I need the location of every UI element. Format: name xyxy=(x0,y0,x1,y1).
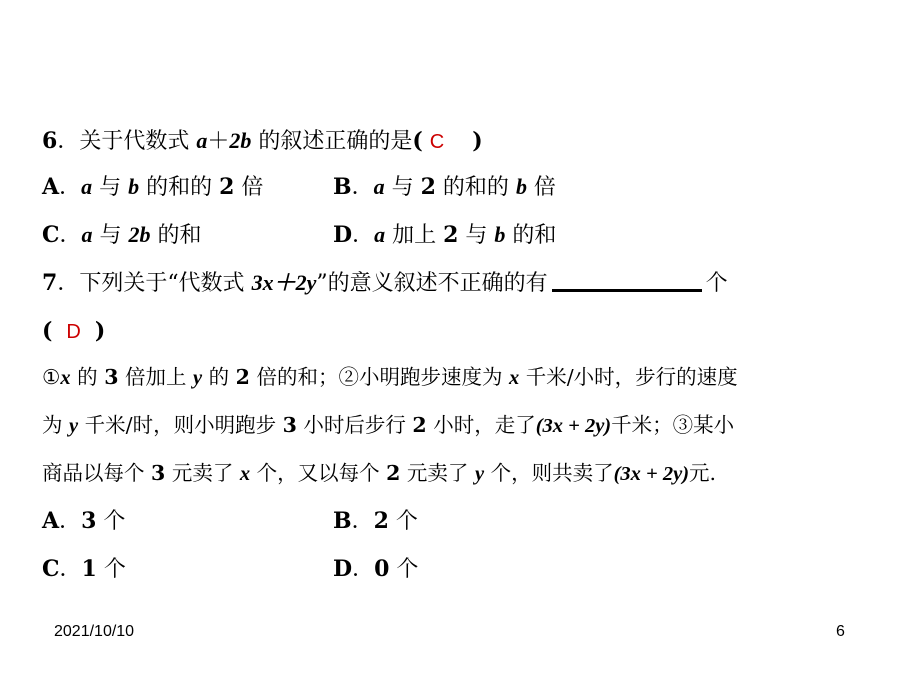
option-var: a xyxy=(81,174,93,199)
q6-option-c xyxy=(42,220,202,251)
q7-number: 7 xyxy=(42,270,58,296)
statement-text: 个，又以每个 xyxy=(250,461,387,485)
statement-text: 为 xyxy=(42,413,70,437)
statement-text: 千米/时，则小明跑步 xyxy=(78,413,283,437)
footer-date: 2021/10/10 xyxy=(54,623,135,640)
option-var: a xyxy=(81,222,93,247)
option-value: 0 xyxy=(374,556,390,582)
q7-expression: 3x＋2y xyxy=(251,270,317,295)
option-text: 倍 xyxy=(234,175,264,200)
option-value: 2 xyxy=(373,508,389,534)
option-text: 的和的 xyxy=(435,175,516,200)
statement-text: 小时，走了 xyxy=(426,413,536,437)
option-var: 2 xyxy=(420,174,436,200)
q7-statement-line-2 xyxy=(42,410,734,441)
option-sep: ． xyxy=(351,175,374,200)
statement-text: 的 xyxy=(70,365,105,389)
q7-paren-open: ( xyxy=(42,318,53,344)
option-text: 与 xyxy=(92,223,129,248)
option-sep: ． xyxy=(59,223,82,248)
q7-paren-line xyxy=(42,316,105,347)
statement-text: 元. xyxy=(689,461,717,485)
option-text: 个 xyxy=(96,509,126,534)
option-text: 与 xyxy=(384,175,421,200)
option-letter: A xyxy=(42,508,60,534)
q7-option-a xyxy=(42,506,125,537)
option-text: 的和 xyxy=(150,223,202,248)
q6-var-a: a xyxy=(196,128,208,153)
option-sep: ． xyxy=(351,509,374,534)
statement-text: 千米； xyxy=(611,413,673,437)
statement-text: 元卖了 xyxy=(165,461,240,485)
q6-stem-text-2: 的叙述正确的是 xyxy=(251,129,413,154)
statement-var: x xyxy=(239,463,251,485)
q7-option-b xyxy=(333,506,418,537)
statement-number: 2 xyxy=(412,413,427,437)
option-text: 加上 xyxy=(385,223,444,248)
q7-option-d xyxy=(333,554,418,585)
option-sep: ． xyxy=(352,223,375,248)
option-text: 倍 xyxy=(526,175,556,200)
option-text: 的和 xyxy=(505,223,557,248)
q7-stem xyxy=(42,268,728,299)
statement-text: 元卖了 xyxy=(400,461,475,485)
statement-var: y xyxy=(193,367,203,389)
q6-paren-close: ) xyxy=(472,128,483,154)
option-letter: B xyxy=(333,174,352,200)
statement-number: 3 xyxy=(104,365,119,389)
page-number: 6 xyxy=(836,623,845,640)
option-text: 个 xyxy=(389,557,419,582)
statement-number: 2 xyxy=(235,365,250,389)
option-value: 3 xyxy=(81,508,97,534)
statement-text: 千米/小时，步行的速度 xyxy=(519,365,738,389)
q7-answer-blank[interactable] xyxy=(552,269,702,292)
option-sep: ． xyxy=(59,557,82,582)
statement-text: 小时后步行 xyxy=(296,413,413,437)
statement-2-marker: ② xyxy=(338,365,359,389)
option-var: b xyxy=(128,174,140,199)
q6-number: 6 xyxy=(42,128,58,154)
q7-answer: D xyxy=(66,321,81,343)
option-var: 2 xyxy=(443,222,459,248)
q6-paren-open: ( xyxy=(412,128,423,154)
q6-answer: C xyxy=(429,131,445,153)
option-var: 2 xyxy=(219,174,235,200)
q6-option-b xyxy=(333,172,556,203)
statement-3-marker: ③ xyxy=(672,413,694,437)
statement-text: 小明跑步速度为 xyxy=(358,365,509,389)
q6-option-a xyxy=(42,172,263,203)
option-var: b xyxy=(515,174,527,199)
option-letter: D xyxy=(333,222,353,248)
option-text: 个 xyxy=(388,509,418,534)
statement-number: 3 xyxy=(282,413,297,437)
q7-paren-close: ) xyxy=(94,318,106,344)
q7-stem-text-3: 个 xyxy=(705,271,728,296)
option-letter: A xyxy=(42,174,60,200)
statement-text: 商品以每个 xyxy=(42,461,152,485)
option-sep: ． xyxy=(59,509,82,534)
statement-text: 的 xyxy=(202,365,236,389)
option-var: a xyxy=(374,222,386,247)
statement-number: 2 xyxy=(386,461,401,485)
statement-var: x xyxy=(508,367,520,389)
option-letter: D xyxy=(333,556,353,582)
option-var: 2b xyxy=(128,222,151,247)
statement-text: 倍加上 xyxy=(118,365,193,389)
statement-text: 倍的和； xyxy=(249,365,339,389)
option-text: 个 xyxy=(96,557,126,582)
q6-stem-text: ．关于代数式 xyxy=(57,129,197,154)
option-letter: C xyxy=(42,222,60,248)
option-text: 的和的 xyxy=(139,175,220,200)
option-sep: ． xyxy=(352,557,375,582)
statement-var: y xyxy=(474,463,485,485)
q6-term-2b: 2b xyxy=(229,128,252,153)
option-value: 1 xyxy=(81,556,97,582)
option-letter: C xyxy=(42,556,60,582)
q6-plus: ＋ xyxy=(207,129,230,154)
statement-text: 个，则共卖了 xyxy=(484,461,614,485)
option-var: a xyxy=(373,174,385,199)
statement-text: 某小 xyxy=(693,413,735,437)
option-text: 与 xyxy=(92,175,129,200)
statement-expression: (3x + 2y) xyxy=(535,415,612,437)
q7-stem-text-2: ”的意义叙述不正确的有 xyxy=(316,271,548,296)
q6-stem xyxy=(42,126,483,157)
q7-statement-line-1 xyxy=(42,362,738,393)
statement-1-marker: ① xyxy=(42,365,61,389)
q6-option-d xyxy=(333,220,556,251)
statement-var: y xyxy=(69,415,79,437)
option-var: b xyxy=(494,222,506,247)
q7-option-c xyxy=(42,554,126,585)
statement-var: x xyxy=(60,367,71,389)
option-sep: ． xyxy=(59,175,82,200)
option-text: 与 xyxy=(458,223,495,248)
q7-statement-line-3 xyxy=(42,458,716,489)
q7-stem-text: ．下列关于“代数式 xyxy=(57,271,252,296)
statement-number: 3 xyxy=(151,461,166,485)
statement-expression: (3x + 2y) xyxy=(613,463,690,485)
option-letter: B xyxy=(333,508,352,534)
